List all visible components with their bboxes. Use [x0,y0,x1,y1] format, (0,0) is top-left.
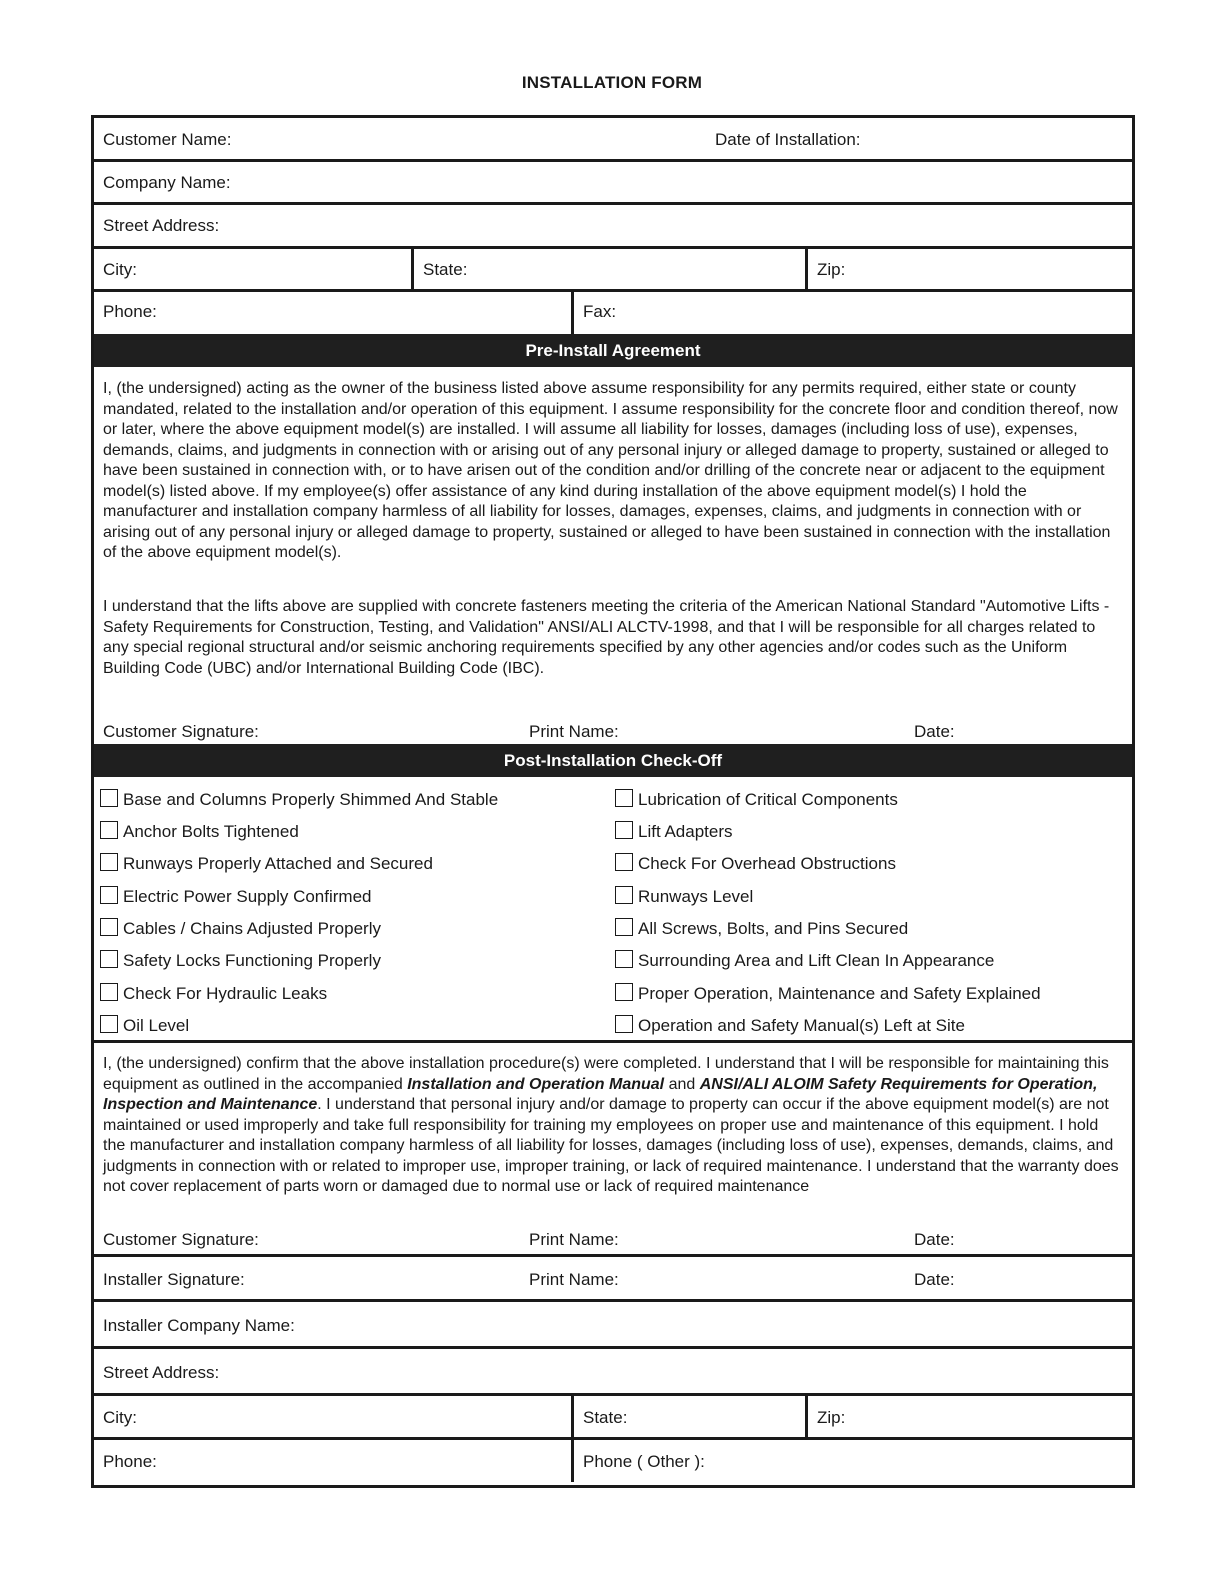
customer-name-row[interactable] [94,118,1132,162]
fax-field[interactable] [574,292,1132,334]
checklist-divider [94,1040,1132,1043]
checkbox-icon[interactable] [615,853,633,871]
checklist-item-left-8[interactable]: Oil Level [100,1015,189,1036]
fax-label: Fax: [583,302,617,321]
installer-company-row[interactable] [94,1302,1132,1349]
street-address-row[interactable] [94,205,1132,249]
checkbox-icon[interactable] [100,1015,118,1033]
company-name-label: Company Name: [103,173,231,192]
checklist-item-left-7[interactable]: Check For Hydraulic Leaks [100,983,327,1004]
post-install-header: Post-Installation Check-Off [94,744,1132,777]
checkbox-icon[interactable] [100,853,118,871]
city-label: City: [103,260,137,279]
checklist-item-right-7[interactable]: Proper Operation, Maintenance and Safety Explained [615,983,1041,1004]
installer-phone-other-field[interactable] [574,1440,1132,1482]
checkbox-icon[interactable] [100,950,118,968]
installer-print-name-label[interactable]: Print Name: [529,1270,619,1289]
checkbox-icon[interactable] [100,821,118,839]
installer-street-label: Street Address: [103,1363,220,1382]
installer-phone-label: Phone: [103,1452,157,1471]
installer-signature-label[interactable]: Installer Signature: [103,1270,245,1289]
post-install-date-label[interactable]: Date: [914,1230,955,1249]
installer-phone-field[interactable] [94,1440,574,1482]
city-state-zip-row [94,249,1132,292]
checklist-item-left-5[interactable]: Cables / Chains Adjusted Properly [100,918,381,939]
checkbox-icon[interactable] [100,886,118,904]
checklist-item-left-1[interactable]: Base and Columns Properly Shimmed And Stable [100,789,498,810]
checklist-item-left-4[interactable]: Electric Power Supply Confirmed [100,886,371,907]
company-name-row[interactable] [94,162,1132,205]
checklist-item-right-4[interactable]: Runways Level [615,886,753,907]
customer-name-label: Customer Name: [103,130,232,149]
checkbox-icon[interactable] [615,789,633,807]
phone-fax-row [94,292,1132,334]
checklist-item-right-3[interactable]: Check For Overhead Obstructions [615,853,896,874]
checklist-item-right-1[interactable]: Lubrication of Critical Components [615,789,898,810]
zip-label: Zip: [817,260,846,279]
pre-install-paragraph-2: I understand that the lifts above are supplied with concrete fasteners meeting the criteria of the American National Standard "Automotive Lifts - Safety Requirements for Construction, Testing, and Validation" ANSI/ALI ALCTV-1998, and that I will be responsible for all charges related to any special regional structural and/or seismic anchoring requirements specified by any other agencies and/or codes such as the Uniform Building Code (UBC) and/or International Building Code (IBC). [103,598,1110,677]
installer-city-label: City: [103,1408,137,1427]
manual-title: Installation and Operation Manual [407,1075,665,1093]
installer-zip-field[interactable] [808,1396,1132,1437]
phone-label: Phone: [103,302,157,321]
installer-phone-other-label: Phone ( Other ): [583,1452,705,1471]
installer-city-state-zip-row [94,1396,1132,1440]
pre-install-date-label[interactable]: Date: [914,722,955,741]
installer-zip-label: Zip: [817,1408,846,1427]
pre-install-header: Pre-Install Agreement [94,334,1132,367]
street-address-label: Street Address: [103,216,220,235]
checklist-item-right-8[interactable]: Operation and Safety Manual(s) Left at Site [615,1015,965,1036]
checklist-item-right-2[interactable]: Lift Adapters [615,821,733,842]
checkbox-icon[interactable] [615,1015,633,1033]
checkbox-icon[interactable] [100,918,118,936]
checklist-item-left-2[interactable]: Anchor Bolts Tightened [100,821,299,842]
checkbox-icon[interactable] [615,886,633,904]
pre-install-customer-signature-label[interactable]: Customer Signature: [103,722,259,741]
checklist-item-left-6[interactable]: Safety Locks Functioning Properly [100,950,381,971]
ansi-standard-title: ANSI/ALI ALOIM Safety Requirements for Operation, Inspection and Maintenance [103,1075,1098,1113]
checkbox-icon[interactable] [615,918,633,936]
checkbox-icon[interactable] [615,821,633,839]
installer-date-label[interactable]: Date: [914,1270,955,1289]
installer-phone-row [94,1440,1132,1482]
installation-date-label: Date of Installation: [715,130,861,149]
phone-field[interactable] [94,292,574,334]
state-label: State: [423,260,468,279]
checklist-item-right-5[interactable]: All Screws, Bolts, and Pins Secured [615,918,908,939]
page-title: INSTALLATION FORM [521,73,703,92]
installer-street-row[interactable] [94,1349,1132,1396]
confirmation-paragraph: I, (the undersigned) confirm that the above installation procedure(s) were completed. I understand that I will be responsible for maintaining this equipment as outlined in the accompanied Installation and Operation Manual and ANSI/ALI ALOIM Safety Requirements for Operation, Inspection and Maintenance. I understand that personal injury and/or damage to property can occur if the above equipment model(s) are not maintained or used improperly and take full responsibility for training my employees on proper use and maintenance of this equipment. I hold the manufacturer and installation company harmless of all liability for losses, damages (including loss of use), expenses, demands, claims, and judgments in connection with or related to improper use, improper training, or lack of required maintenance. I understand that the warranty does not cover replacement of parts worn or damaged due to normal use or lack of required maintenance [103,1055,1119,1195]
checkbox-icon[interactable] [615,983,633,1001]
post-install-print-name-label[interactable]: Print Name: [529,1230,619,1249]
checkbox-icon[interactable] [100,983,118,1001]
installer-company-label: Installer Company Name: [103,1316,295,1335]
pre-install-paragraph-1: I, (the undersigned) acting as the owner of the business listed above assume responsibility for any permits required, either state or county mandated, related to the installation and/or operation of this equipment. I assume responsibility for the concrete floor and condition thereof, now or later, where the above equipment model(s) are installed. I will assume all liability for losses, damages (including loss of use), expenses, demands, claims, and judgments in connection with or arising out of any personal injury or alleged damage to property, sustained or alleged to have been sustained in connection with, or to have arisen out of the condition and/or drilling of the concrete near or adjacent to the equipment model(s) listed above. If my employee(s) offer assistance of any kind during installation of the above equipment model(s) I hold the manufacturer and installation company harmless of all liability for losses, damages, expenses, claims, and judgments in connection with or arising out of any personal injury or alleged damage to property, sustained or alleged to have been sustained in connection with the installation of the above equipment model(s). [103,380,1118,561]
installer-signature-row [94,1257,1132,1302]
checklist-item-left-3[interactable]: Runways Properly Attached and Secured [100,853,433,874]
state-field[interactable] [414,249,808,289]
installer-state-field[interactable] [574,1396,808,1437]
installer-state-label: State: [583,1408,628,1427]
zip-field[interactable] [808,249,1132,289]
pre-install-print-name-label[interactable]: Print Name: [529,722,619,741]
installer-city-field[interactable] [94,1396,574,1437]
checkbox-icon[interactable] [615,950,633,968]
city-field[interactable] [94,249,414,289]
checkbox-icon[interactable] [100,789,118,807]
installation-form [91,115,1135,1488]
checklist-item-right-6[interactable]: Surrounding Area and Lift Clean In Appearance [615,950,994,971]
post-install-customer-signature-label[interactable]: Customer Signature: [103,1230,259,1249]
